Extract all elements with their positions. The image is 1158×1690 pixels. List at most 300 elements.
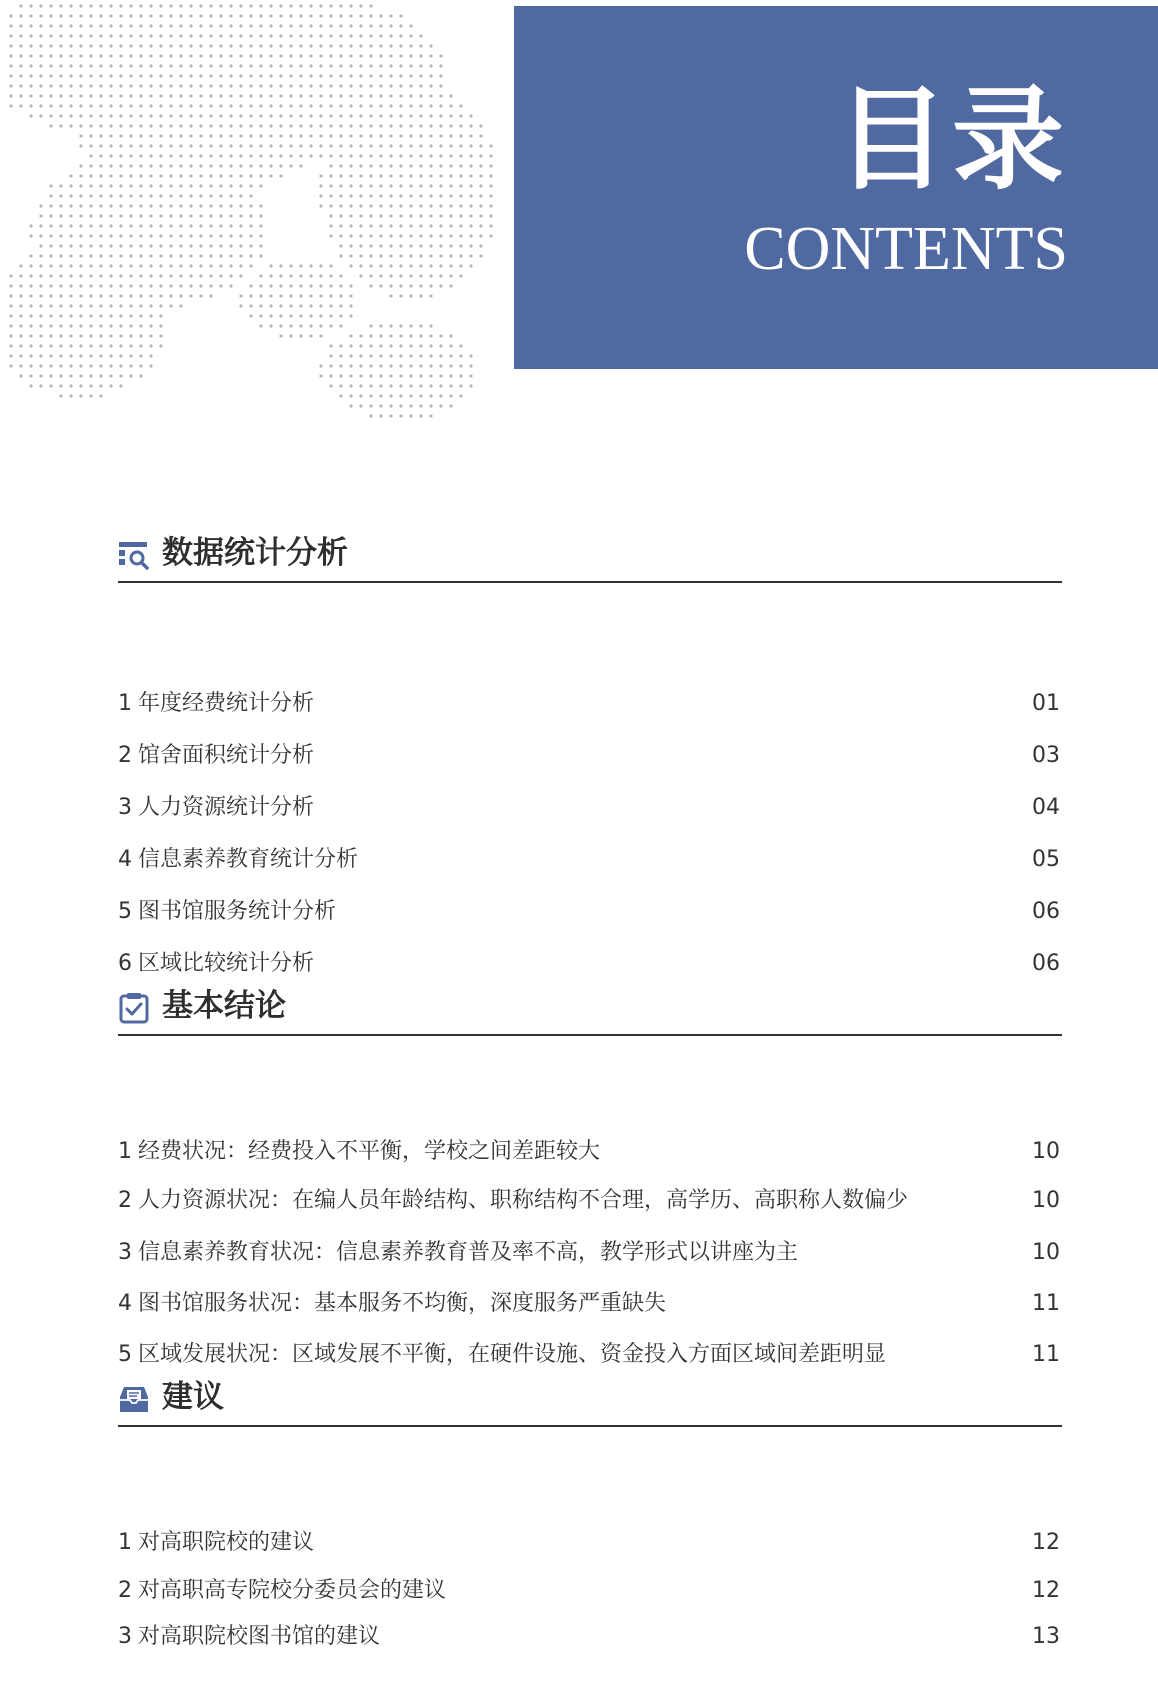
map-dot: [249, 64, 252, 67]
map-dot: [99, 54, 102, 57]
toc-entry[interactable]: [118, 843, 1062, 877]
map-dot: [159, 304, 162, 307]
map-dot: [239, 244, 242, 247]
map-dot: [119, 124, 122, 127]
map-dot: [119, 4, 122, 7]
map-dot: [259, 4, 262, 7]
map-dot: [119, 94, 122, 97]
map-dot: [119, 184, 122, 187]
map-dot: [309, 114, 312, 117]
toc-entry[interactable]: [118, 1338, 1062, 1372]
map-dot: [229, 274, 232, 277]
map-dot: [89, 164, 92, 167]
map-dot: [399, 364, 402, 367]
toc-entry[interactable]: [118, 1287, 1062, 1321]
map-dot: [439, 354, 442, 357]
map-dot: [239, 34, 242, 37]
entry-page: 06: [1032, 951, 1060, 976]
map-dot: [379, 124, 382, 127]
map-dot: [309, 44, 312, 47]
map-dot: [49, 254, 52, 257]
map-dot: [209, 254, 212, 257]
map-dot: [359, 164, 362, 167]
map-dot: [59, 184, 62, 187]
map-dot: [69, 14, 72, 17]
map-dot: [319, 154, 322, 157]
map-dot: [179, 254, 182, 257]
map-dot: [389, 144, 392, 147]
map-dot: [119, 304, 122, 307]
map-dot: [139, 314, 142, 317]
map-dot: [89, 304, 92, 307]
map-dot: [429, 284, 432, 287]
map-dot: [179, 204, 182, 207]
toc-entry[interactable]: [118, 791, 1062, 825]
map-dot: [79, 234, 82, 237]
map-dot: [99, 14, 102, 17]
map-dot: [359, 94, 362, 97]
map-dot: [189, 224, 192, 227]
map-dot: [269, 64, 272, 67]
map-dot: [159, 14, 162, 17]
map-dot: [449, 224, 452, 227]
map-dot: [269, 304, 272, 307]
map-dot: [389, 294, 392, 297]
map-dot: [69, 394, 72, 397]
map-dot: [69, 84, 72, 87]
map-dot: [459, 344, 462, 347]
map-dot: [339, 34, 342, 37]
map-dot: [189, 194, 192, 197]
map-dot: [479, 214, 482, 217]
map-dot: [69, 364, 72, 367]
map-dot: [69, 214, 72, 217]
map-dot: [149, 84, 152, 87]
map-dot: [99, 194, 102, 197]
map-dot: [219, 64, 222, 67]
map-dot: [289, 134, 292, 137]
map-dot: [459, 104, 462, 107]
map-dot: [349, 334, 352, 337]
map-dot: [49, 294, 52, 297]
map-dot: [369, 414, 372, 417]
map-dot: [89, 104, 92, 107]
map-dot: [349, 174, 352, 177]
map-dot: [109, 344, 112, 347]
map-dot: [99, 234, 102, 237]
map-dot: [339, 124, 342, 127]
map-dot: [239, 234, 242, 237]
map-dot: [339, 54, 342, 57]
map-dot: [349, 164, 352, 167]
toc-entry[interactable]: [118, 1574, 1062, 1608]
map-dot: [159, 254, 162, 257]
map-dot: [179, 274, 182, 277]
map-dot: [419, 94, 422, 97]
map-dot: [119, 334, 122, 337]
map-dot: [249, 14, 252, 17]
map-dot: [159, 84, 162, 87]
map-dot: [369, 344, 372, 347]
map-dot: [399, 234, 402, 237]
map-dot: [119, 224, 122, 227]
map-dot: [119, 174, 122, 177]
map-dot: [99, 384, 102, 387]
map-dot: [129, 24, 132, 27]
map-dot: [19, 74, 22, 77]
map-dot: [99, 344, 102, 347]
map-dot: [349, 94, 352, 97]
map-dot: [339, 194, 342, 197]
data-search-icon: [118, 539, 150, 571]
map-dot: [339, 304, 342, 307]
map-dot: [169, 304, 172, 307]
map-dot: [159, 114, 162, 117]
map-dot: [169, 194, 172, 197]
map-dot: [349, 24, 352, 27]
map-dot: [429, 184, 432, 187]
map-dot: [259, 214, 262, 217]
map-dot: [49, 124, 52, 127]
map-dot: [119, 324, 122, 327]
map-dot: [309, 64, 312, 67]
map-dot: [239, 44, 242, 47]
map-dot: [429, 344, 432, 347]
map-dot: [429, 214, 432, 217]
map-dot: [79, 314, 82, 317]
map-dot: [369, 224, 372, 227]
map-dot: [179, 24, 182, 27]
map-dot: [309, 314, 312, 317]
map-dot: [159, 4, 162, 7]
map-dot: [69, 4, 72, 7]
toc-entry[interactable]: [118, 739, 1062, 773]
map-dot: [109, 234, 112, 237]
map-dot: [129, 54, 132, 57]
toc-entry[interactable]: [118, 947, 1062, 981]
map-dot: [149, 274, 152, 277]
map-dot: [429, 384, 432, 387]
map-dot: [99, 74, 102, 77]
map-dot: [129, 74, 132, 77]
map-dot: [209, 194, 212, 197]
map-dot: [279, 284, 282, 287]
map-dot: [179, 154, 182, 157]
map-dot: [379, 184, 382, 187]
map-dot: [349, 134, 352, 137]
map-dot: [229, 234, 232, 237]
map-dot: [169, 4, 172, 7]
map-dot: [359, 74, 362, 77]
map-dot: [329, 364, 332, 367]
map-dot: [309, 154, 312, 157]
map-dot: [69, 64, 72, 67]
map-dot: [429, 144, 432, 147]
map-dot: [69, 94, 72, 97]
map-dot: [229, 144, 232, 147]
section-header: [118, 978, 1062, 1036]
map-dot: [299, 44, 302, 47]
map-dot: [359, 404, 362, 407]
map-dot: [149, 154, 152, 157]
map-dot: [429, 414, 432, 417]
map-dot: [149, 94, 152, 97]
toc-entry[interactable]: [118, 1526, 1062, 1560]
map-dot: [69, 124, 72, 127]
map-dot: [159, 244, 162, 247]
map-dot: [279, 104, 282, 107]
map-dot: [269, 124, 272, 127]
map-dot: [379, 284, 382, 287]
map-dot: [419, 334, 422, 337]
map-dot: [439, 224, 442, 227]
map-dot: [49, 54, 52, 57]
map-dot: [109, 134, 112, 137]
map-dot: [369, 394, 372, 397]
entry-page: 05: [1032, 847, 1060, 872]
map-dot: [429, 204, 432, 207]
map-dot: [59, 4, 62, 7]
map-dot: [339, 344, 342, 347]
map-dot: [339, 274, 342, 277]
map-dot: [89, 294, 92, 297]
map-dot: [429, 154, 432, 157]
map-dot: [449, 344, 452, 347]
map-dot: [199, 74, 202, 77]
map-dot: [339, 64, 342, 67]
map-dot: [399, 354, 402, 357]
map-dot: [439, 274, 442, 277]
map-dot: [399, 94, 402, 97]
map-dot: [129, 194, 132, 197]
map-dot: [59, 64, 62, 67]
map-dot: [399, 114, 402, 117]
map-dot: [129, 294, 132, 297]
map-dot: [309, 34, 312, 37]
map-dot: [119, 274, 122, 277]
map-dot: [39, 234, 42, 237]
map-dot: [409, 414, 412, 417]
map-dot: [419, 44, 422, 47]
map-dot: [69, 234, 72, 237]
map-dot: [159, 154, 162, 157]
map-dot: [239, 294, 242, 297]
map-dot: [129, 104, 132, 107]
map-dot: [59, 224, 62, 227]
map-dot: [419, 204, 422, 207]
map-dot: [369, 94, 372, 97]
toc-entry[interactable]: [118, 1135, 1062, 1169]
map-dot: [259, 14, 262, 17]
map-dot: [309, 324, 312, 327]
map-dot: [399, 334, 402, 337]
map-dot: [319, 334, 322, 337]
map-dot: [309, 14, 312, 17]
map-dot: [89, 124, 92, 127]
map-dot: [399, 74, 402, 77]
map-dot: [129, 94, 132, 97]
section-title: 建议: [162, 1379, 224, 1415]
map-dot: [109, 4, 112, 7]
map-dot: [199, 34, 202, 37]
map-dot: [39, 294, 42, 297]
map-dot: [249, 94, 252, 97]
map-dot: [199, 244, 202, 247]
map-dot: [109, 364, 112, 367]
map-dot: [189, 134, 192, 137]
map-dot: [109, 184, 112, 187]
map-dot: [109, 64, 112, 67]
map-dot: [59, 274, 62, 277]
toc-entry[interactable]: [118, 1184, 1062, 1218]
map-dot: [459, 214, 462, 217]
map-dot: [109, 14, 112, 17]
map-dot: [409, 34, 412, 37]
map-dot: [189, 254, 192, 257]
map-dot: [469, 204, 472, 207]
map-dot: [139, 194, 142, 197]
toc-entry[interactable]: [118, 1620, 1062, 1654]
map-dot: [59, 284, 62, 287]
map-dot: [289, 4, 292, 7]
map-dot: [379, 94, 382, 97]
map-dot: [189, 14, 192, 17]
map-dot: [29, 354, 32, 357]
map-dot: [169, 204, 172, 207]
toc-entry[interactable]: [118, 1236, 1062, 1270]
map-dot: [339, 44, 342, 47]
map-dot: [29, 94, 32, 97]
map-dot: [219, 174, 222, 177]
map-dot: [139, 364, 142, 367]
map-dot: [289, 154, 292, 157]
map-dot: [429, 84, 432, 87]
map-dot: [459, 164, 462, 167]
map-dot: [369, 244, 372, 247]
map-dot: [289, 24, 292, 27]
map-dot: [329, 154, 332, 157]
map-dot: [139, 144, 142, 147]
map-dot: [399, 414, 402, 417]
map-dot: [389, 174, 392, 177]
map-dot: [109, 374, 112, 377]
map-dot: [49, 334, 52, 337]
map-dot: [59, 374, 62, 377]
map-dot: [39, 24, 42, 27]
map-dot: [239, 144, 242, 147]
map-dot: [169, 124, 172, 127]
map-dot: [319, 4, 322, 7]
map-dot: [349, 124, 352, 127]
map-dot: [329, 94, 332, 97]
map-dot: [79, 64, 82, 67]
map-dot: [229, 134, 232, 137]
map-dot: [79, 204, 82, 207]
map-dot: [159, 54, 162, 57]
map-dot: [119, 234, 122, 237]
map-dot: [449, 134, 452, 137]
map-dot: [309, 134, 312, 137]
map-dot: [169, 114, 172, 117]
map-dot: [249, 284, 252, 287]
map-dot: [149, 244, 152, 247]
map-dot: [109, 194, 112, 197]
map-dot: [119, 194, 122, 197]
map-dot: [429, 224, 432, 227]
map-dot: [249, 244, 252, 247]
map-dot: [409, 64, 412, 67]
map-dot: [439, 134, 442, 137]
map-dot: [139, 34, 142, 37]
map-dot: [399, 44, 402, 47]
map-dot: [289, 264, 292, 267]
map-dot: [59, 84, 62, 87]
map-dot: [209, 144, 212, 147]
map-dot: [29, 324, 32, 327]
map-dot: [449, 194, 452, 197]
map-dot: [449, 154, 452, 157]
entry-title: 年度经费统计分析: [138, 691, 315, 716]
map-dot: [489, 224, 492, 227]
map-dot: [379, 64, 382, 67]
map-dot: [329, 114, 332, 117]
toc-entry[interactable]: [118, 895, 1062, 929]
map-dot: [179, 194, 182, 197]
map-dot: [449, 184, 452, 187]
map-dot: [209, 124, 212, 127]
map-dot: [19, 284, 22, 287]
map-dot: [329, 24, 332, 27]
map-dot: [109, 204, 112, 207]
map-dot: [339, 104, 342, 107]
map-dot: [159, 64, 162, 67]
map-dot: [389, 154, 392, 157]
map-dot: [269, 314, 272, 317]
map-dot: [79, 54, 82, 57]
map-dot: [239, 74, 242, 77]
map-dot: [409, 144, 412, 147]
map-dot: [389, 24, 392, 27]
map-dot: [279, 144, 282, 147]
map-dot: [469, 374, 472, 377]
map-dot: [59, 334, 62, 337]
map-dot: [269, 294, 272, 297]
map-dot: [69, 194, 72, 197]
map-dot: [339, 234, 342, 237]
map-dot: [409, 374, 412, 377]
map-dot: [339, 184, 342, 187]
map-dot: [379, 74, 382, 77]
map-dot: [169, 24, 172, 27]
map-dot: [249, 114, 252, 117]
map-dot: [289, 44, 292, 47]
map-dot: [139, 74, 142, 77]
map-dot: [389, 274, 392, 277]
map-dot: [289, 104, 292, 107]
map-dot: [79, 104, 82, 107]
map-dot: [409, 184, 412, 187]
map-dot: [259, 164, 262, 167]
map-dot: [109, 324, 112, 327]
map-dot: [319, 294, 322, 297]
map-dot: [329, 54, 332, 57]
map-dot: [359, 384, 362, 387]
map-dot: [369, 64, 372, 67]
map-dot: [179, 4, 182, 7]
toc-entry[interactable]: [118, 687, 1062, 721]
map-dot: [209, 114, 212, 117]
map-dot: [389, 334, 392, 337]
